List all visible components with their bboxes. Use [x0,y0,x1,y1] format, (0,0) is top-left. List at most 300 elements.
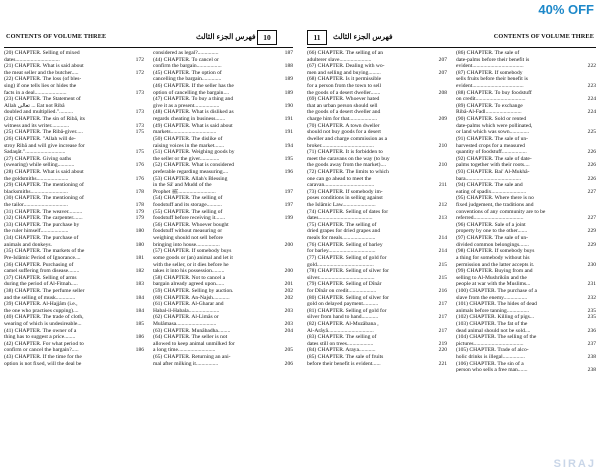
toc-entry-text: some goods or (an) animal and let it [153,254,233,261]
toc-entry-text: men and selling and buying......... [307,69,381,76]
toc-entry-text: (53) CHAPTER. Allah's Blessing [153,175,228,182]
toc-page-number: 227 [587,188,596,195]
toc-entry-text: (51) CHAPTER. Weighing goods by [153,149,235,156]
toc-line [153,109,293,116]
toc-page-number: 236 [587,327,596,334]
toc-line [153,116,293,123]
toc-entry-text: thing has to suggest a price........ [4,334,76,341]
toc-entry-text: sells fruits before their benefit is [456,76,528,83]
toc-entry-text: wearing of which is undesireable... [4,320,82,327]
toc-line [307,176,447,183]
toc-entry-text: (32) CHAPTER. The carpenter....... [4,215,83,222]
toc-entry-text: (75) CHAPTER. The selling of [307,221,377,228]
toc-entry-text: gold......................................... [307,261,374,268]
toc-line [456,50,596,57]
toc-entry-text: before their benefit is evident...... [307,360,381,367]
toc-entry-text: palms together with their roots.... [456,162,530,169]
toc-entry-text: (102) CHAPTER. Killing of pigs... [456,314,534,321]
toc-entry-text: considered as legal?............... [153,50,219,56]
toc-line [153,136,293,143]
toc-line [4,63,144,70]
toc-line [456,96,596,103]
toc-line [153,182,293,189]
toc-entry-text: Sadaqât."............................. [4,149,66,156]
toc-entry-text: (73) CHAPTER. If somebody im- [307,188,383,195]
toc-line [456,242,596,249]
toc-line [4,123,144,130]
toc-entry-text: (37) CHAPTER. Selling of arms [4,274,77,281]
toc-entry-text: (78) CHAPTER. Selling of silver for [307,268,389,275]
toc-page-number: 224 [587,96,596,103]
toc-line [4,109,144,116]
toc-line [456,314,596,321]
toc-page-number: 176 [135,175,144,182]
toc-entry-text: (104) CHAPTER. The selling of the [456,334,537,341]
toc-line [307,129,447,136]
toc-line [153,90,293,97]
toc-entry-text: (20) CHAPTER. Selling of mixed [4,50,80,56]
toc-line [153,288,293,295]
toc-line [307,235,447,242]
toc-page-number: 214 [438,235,447,242]
toc-entry-text: (70) CHAPTER. A town dweller [307,122,380,129]
toc-page-number: 217 [438,327,447,334]
toc-page-number: 211 [438,182,447,189]
toc-entry-text: (96) CHAPTER. Sale of a joint [456,221,526,228]
toc-entry-text: markets................................. [153,129,217,136]
toc-entry-text: (66) CHAPTER. The selling of an [307,50,384,56]
toc-page-number: 199 [284,215,293,222]
toc-line [4,361,144,368]
toc-entry-text: evident..................................... [456,63,524,70]
page-header [307,30,596,48]
toc-entry-text: (90) CHAPTER. Sold or rented [456,116,527,123]
toc-line [4,288,144,295]
toc-entry-text: the seller or the giver.............. [153,155,220,162]
toc-line [153,262,293,269]
toc-entry-text: bringing into house................. [153,241,220,248]
toc-entry-text: selling to Al-Mushrikûn and the [456,274,527,281]
toc-line [4,90,144,97]
toc-page-number: 226 [587,162,596,169]
toc-page-number: 202 [284,287,293,294]
toc-entry-text: eating of spadix......................... [456,188,527,195]
toc-entry-text: (56) CHAPTER. Whoever bought [153,221,229,228]
toc-line [307,242,447,249]
toc-entry-text: facts in a deal....................... [4,89,67,96]
toc-entry-text: (55) CHAPTER. The selling of [153,208,223,215]
page-number-box: 11 [307,30,327,45]
toc-line [456,301,596,308]
toc-entry-text: dates....................................... [307,215,373,222]
toc-page-number: 203 [284,307,293,314]
toc-entry-text: meet the caravans on the way (to buy [307,155,390,162]
toc-entry-text: (99) CHAPTER. Buying from and [456,268,533,275]
toc-entry-text: Ribâ-Al-Fadl.......................... [456,109,522,116]
toc-line [4,314,144,321]
toc-line [4,215,144,222]
toc-entry-text: (48) CHAPTER. What is disliked as [153,109,234,116]
toc-page-number: 178 [135,202,144,209]
toc-page-number: 191 [284,116,293,123]
toc-line [456,354,596,361]
toc-line [456,321,596,328]
toc-entry-text: (88) CHAPTER. To buy foodstuff [456,89,532,96]
toc-page-number: 175 [135,149,144,156]
toc-entry-text: regards cheating in business....... [153,116,226,123]
toc-entry-text: (27) CHAPTER. Giving oaths [4,155,72,162]
toc-line [456,361,596,368]
toc-entry-text: (35) CHAPTER. The markets of the [4,248,85,255]
toc-entry-text: dates................................ [4,56,60,63]
toc-entry-text: dead animal should not be sold.... [456,327,531,334]
toc-page-number: 224 [587,109,596,116]
toc-line [456,176,596,183]
toc-entry-text: (83) CHAPTER. The selling of [307,334,377,341]
toc-line [4,308,144,315]
toc-page-number: 180 [135,241,144,248]
toc-line [307,255,447,262]
toc-line [153,209,293,216]
toc-entry-text: weighing should not sell before [153,235,223,242]
toc-entry-text: dates still on trees................... [307,340,374,347]
toc-page-number: 173 [135,122,144,129]
toc-line [153,169,293,176]
toc-page-number: 217 [438,314,447,321]
toc-page-number: 172 [135,56,144,63]
toc-entry-text: animals and donkeys. [4,241,52,248]
toc-entry-text: referred.................................... [456,215,524,222]
toc-line [456,195,596,202]
toc-line [4,70,144,77]
toc-page-number: 222 [587,63,596,70]
toc-line [153,189,293,196]
toc-entry-text: bara........................................ [456,175,522,182]
toc-entry-text: (38) CHAPTER. The perfume seller [4,287,85,294]
toc-entry-text: conventions of any community are to be [456,208,546,215]
toc-line [307,295,447,302]
toc-entry-text: (63) CHAPTER. Munâbadha......... [153,327,231,334]
toc-entry-text: for barley.................................. [307,248,376,255]
toc-line [153,63,293,70]
toc-line [153,70,293,77]
toc-entry-text: that an urban person should sell [307,102,378,109]
toc-entry-text: (69) CHAPTER. Whoever hated [307,96,380,103]
toc-entry-text: person who sells a free man....... [456,367,528,374]
toc-page-number: 227 [587,215,596,222]
toc-line [4,143,144,150]
toc-entry-text: (101) CHAPTER. The hides of dead [456,301,537,308]
toc-line [456,189,596,196]
toc-entry-text: (62) CHAPTER. Al-Limâs or [153,314,219,321]
toc-page-number: 221 [438,360,447,367]
toc-page-number: 237 [587,340,596,347]
toc-line [153,281,293,288]
toc-entry-text: and the selling of musk.............. [4,294,76,301]
toc-page-number: 187 [284,50,293,56]
toc-line [153,149,293,156]
toc-entry-text: (98) CHAPTER. If somebody buys [456,248,535,255]
toc-line [307,57,447,64]
toc-entry-text: evident..................................... [456,83,524,90]
toc-entry-text: fixed judgement, the traditions and [456,202,534,209]
toc-entry-text: (36) CHAPTER. Purchasing of [4,261,74,268]
toc-entry-text: gold on delayed payment........... [307,301,379,308]
toc-entry-text: (49) CHAPTER. What is said about [153,122,233,129]
page-right [307,30,596,466]
toc-line [153,103,293,110]
toc-line [456,123,596,130]
toc-entry-text: (33) CHAPTER. The purchase by [4,221,80,228]
toc-entry-text: (92) CHAPTER. The sale of date- [456,155,532,162]
toc-line [153,83,293,90]
toc-line [456,182,596,189]
toc-entry-text: stroy Ribâ and will give increase for [4,142,85,149]
toc-page-number: 175 [135,129,144,136]
toc-entry-text: (44) CHAPTER. To cancel or [153,56,219,63]
toc-line [4,202,144,209]
toc-line [4,281,144,288]
toc-entry-text: (47) CHAPTER. To buy a thing and [153,96,234,103]
toc-page-number: 188 [284,63,293,70]
toc-line [456,83,596,90]
toc-line [4,76,144,83]
toc-entry-text: (34) CHAPTER. The purchase of [4,235,79,242]
toc-entry-text: date-palms which were pollinated, [456,122,533,129]
contents-column [4,50,144,367]
toc-entry-text: the meat seller and the butcher..... [4,69,79,76]
toc-page-number: 210 [438,162,447,169]
toc-line [307,328,447,335]
toc-entry-text: (76) CHAPTER. Selling of barley [307,241,383,248]
toc-line [456,70,596,77]
toc-page-number: 173 [135,89,144,96]
toc-line [307,70,447,77]
toc-page-number: 179 [135,208,144,215]
toc-entry-text: (31) CHAPTER. The weaver.......... [4,208,83,215]
toc-line [153,195,293,202]
toc-line [153,57,293,64]
toc-entry-text: (79) CHAPTER. Selling of Dînâr [307,281,382,288]
toc-page-number: 204 [284,327,293,334]
toc-line [153,222,293,229]
toc-line [307,50,447,57]
page-left [4,30,293,466]
toc-entry-text: foodstuff without measuring or [153,228,223,235]
toc-page-number: 226 [587,175,596,182]
toc-line [4,341,144,348]
toc-line [456,334,596,341]
toc-page-number: 216 [438,287,447,294]
toc-page-number: 229 [587,228,596,235]
toc-line [456,63,596,70]
toc-page-number: 197 [284,202,293,209]
toc-line [456,367,596,374]
toc-line [4,354,144,361]
toc-entry-text: the goods of a desert dweller....... [307,89,381,96]
toc-entry-text: pictures.................................... [456,340,524,347]
toc-line [307,268,447,275]
toc-entry-text: or land which was sown.............. [456,129,530,136]
toc-entry-text: silver........................................ [307,274,375,281]
toc-line [307,149,447,156]
toc-entry-text: confirm the bargain.................. [153,63,222,70]
toc-line [153,334,293,341]
toc-page-number: 189 [284,76,293,83]
watermark-logo: SIRAJ [553,458,596,470]
toc-line [456,228,596,235]
toc-line [307,288,447,295]
toc-entry-text: (100) CHAPTER. The purchase of a [456,287,537,294]
toc-line [456,143,596,150]
toc-entry-text: (97) CHAPTER. The sale of un- [456,235,528,242]
toc-line [456,235,596,242]
toc-entry-text: (82) CHAPTER. Al-Muzâbana , [307,320,379,327]
toc-entry-text: the goldsmiths....................... [4,175,69,182]
toc-line [307,308,447,315]
toc-line [4,242,144,249]
toc-line [307,90,447,97]
toc-page-number: 183 [135,281,144,288]
toc-line [4,149,144,156]
toc-line [4,176,144,183]
toc-entry-text: (22) CHAPTER. The loss (of bles- [4,76,82,83]
toc-page-number: 194 [284,142,293,149]
toc-entry-text: sing) if one tells lies or hides the [4,83,77,90]
toc-entry-text: (57) CHAPTER. If somebody buys [153,248,232,255]
page-number-box: 10 [257,30,277,45]
toc-entry-text: harvested crops for a measured [456,142,525,149]
toc-page-number: 205 [284,347,293,354]
toc-entry-text: doubled and multiplied.".......... [4,109,73,116]
toc-entry-text: option of cancelling the bargain.... [153,89,229,96]
toc-page-number: 223 [587,83,596,90]
toc-entry-text: (68) CHAPTER. Is it permissible [307,76,382,83]
toc-entry-text: (50) CHAPTER. The dislike of [153,135,223,142]
toc-line [456,281,596,288]
toc-line [4,136,144,143]
toc-line [4,57,144,64]
toc-line [456,341,596,348]
toc-line [456,215,596,222]
toc-line [4,83,144,90]
toc-line [4,347,144,354]
toc-entry-text: Prophet ﷺ........................... [153,188,216,195]
toc-entry-text: (94) CHAPTER. The sale and [456,182,523,189]
toc-entry-text: (72) CHAPTER. The limits to which [307,168,389,175]
toc-entry-text: a thing for somebody without his [456,254,530,261]
toc-line [307,361,447,368]
toc-line [307,222,447,229]
toc-entry-text: permission and the latter accepts it. [456,261,535,268]
toc-line [456,262,596,269]
toc-line [456,109,596,116]
toc-entry-text: (91) CHAPTER. The sale of un- [456,135,528,142]
toc-line [456,76,596,83]
toc-line [307,347,447,354]
toc-page-number: 230 [587,261,596,268]
toc-page-number: 201 [284,281,293,288]
toc-line [307,341,447,348]
toc-line [307,109,447,116]
toc-entry-text: witness and its writer............. [4,122,70,129]
toc-line [4,156,144,163]
toc-line [456,149,596,156]
toc-entry-text: (43) CHAPTER. If the time for the [4,354,82,361]
toc-line [153,215,293,222]
toc-entry-text: (29) CHAPTER. The mentioning of [4,182,84,189]
toc-line [4,248,144,255]
toc-line [307,169,447,176]
toc-line [307,103,447,110]
toc-line [153,143,293,150]
toc-line [153,295,293,302]
toc-line [4,116,144,123]
toc-entry-text: confirm or cancel the bargain?..... [4,347,79,354]
toc-entry-text: property by one to the other....... [456,228,528,235]
toc-page-number: 172 [135,69,144,76]
toc-line [307,143,447,150]
toc-entry-text: broker...................................... [307,142,374,149]
toc-entry-text: takes it into his possession......... [153,268,225,275]
toc-entry-text: (25) CHAPTER. The Ribâ-giver..... [4,129,83,136]
toc-line [153,129,293,136]
toc-line [153,361,293,368]
toc-entry-text: (84) CHAPTER. Araya............ [307,347,376,354]
toc-line [307,248,447,255]
toc-entry-text: cancelling the bargain.............. [153,76,222,83]
toc-line [4,129,144,136]
toc-line [456,136,596,143]
toc-entry-text: (60) CHAPTER. An-Najsh............ [153,294,230,301]
toc-entry-text: holic drinks is illegal................ [456,354,525,361]
toc-line [307,83,447,90]
toc-entry-text: (54) CHAPTER. The selling of [153,195,223,202]
toc-line [153,162,293,169]
toc-entry-text: (swearing) while selling............ [4,162,75,169]
toc-page-number: 220 [438,347,447,354]
toc-page-number: 209 [438,116,447,123]
toc-line [153,123,293,130]
toc-entry-text: (30) CHAPTER. The mentioning of [4,195,84,202]
toc-entry-text: (80) CHAPTER. Selling of silver for [307,294,389,301]
toc-line [153,308,293,315]
toc-line [456,268,596,275]
toc-entry-text: (52) CHAPTER. What is considered [153,162,235,169]
toc-entry-text: poses conditions in selling against [307,195,383,202]
toc-line [307,262,447,269]
toc-entry-text: silver from hand to hand............ [307,314,379,321]
toc-line [153,255,293,262]
toc-line [456,90,596,97]
toc-page-number: 225 [587,129,596,136]
toc-entry-text: the goods of a desert dweller and [307,109,381,116]
toc-entry-text: in the Sâ' and Mudd of the [153,182,212,189]
toc-entry-text: with the seller, or it dies before he [153,261,229,268]
toc-entry-text: (67) CHAPTER. Dealing with wo- [307,63,385,70]
toc-entry-text: (45) CHAPTER. The option of [153,69,222,76]
toc-page-number: 181 [135,254,144,261]
toc-page-number: 238 [587,367,596,374]
toc-page-number: 186 [135,334,144,341]
toc-page-number: 229 [587,241,596,248]
toc-line [153,50,293,57]
toc-entry-text: (106) CHAPTER. The sin of a [456,360,524,367]
toc-entry-text: the goods away from the market).... [307,162,387,169]
toc-line [307,182,447,189]
toc-line [4,228,144,235]
toc-line [307,228,447,235]
